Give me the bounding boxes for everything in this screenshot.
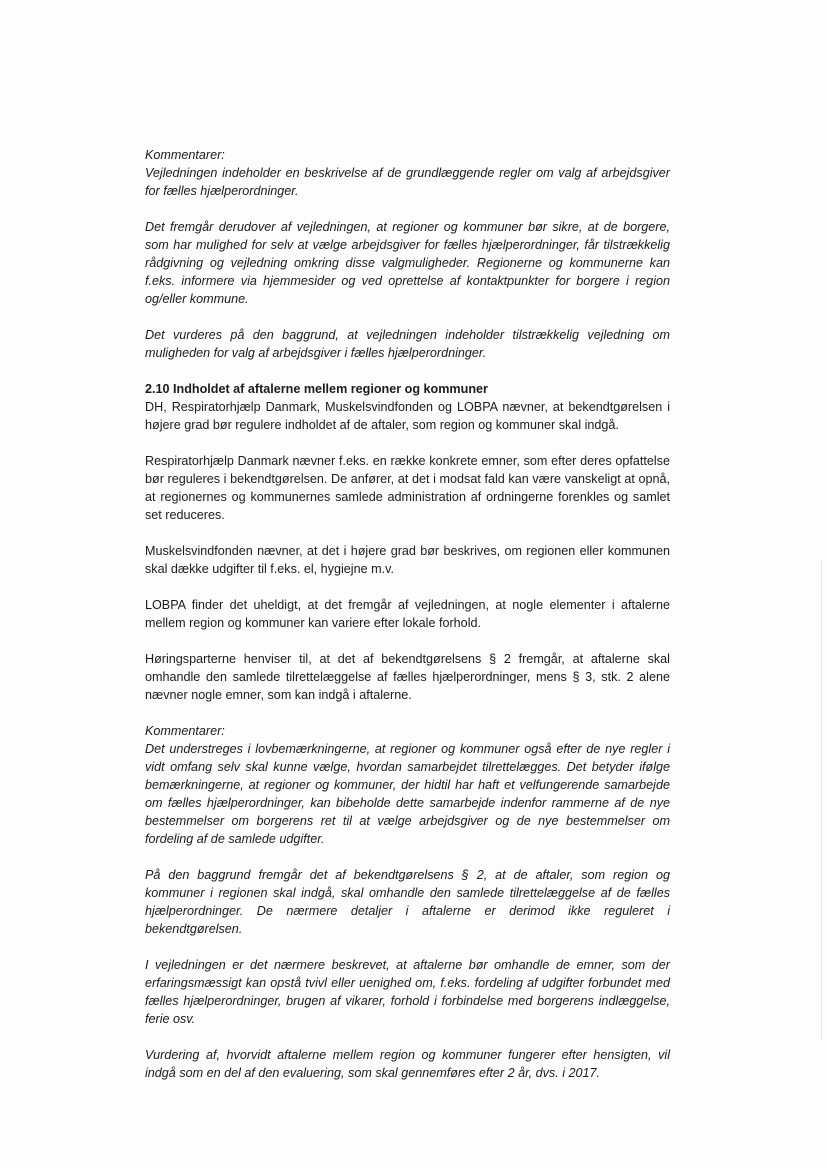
paragraph-gap: [145, 524, 670, 542]
paragraph-gap: [145, 938, 670, 956]
comment-paragraph: Det understreges i lovbemærkningerne, at regioner og kommuner også efter de nye regler i vidt omfang selv skal kunne vælge, hvordan samarbejdet tilrettelægges. Det betyder ifølge bemærkningerne, at regioner og kommuner, der hidtil har haft et velfungerende samarbejde om fælles hjælperordninger, kan bibeholde dette samarbejde indenfor rammerne af de nye bestemmelser om borgerens ret til at vælge arbejdsgiver og de nye bestemmelser om fordeling af de samlede udgifter.: [145, 742, 670, 846]
paragraph-gap: [145, 362, 670, 380]
paragraph-gap: [145, 200, 670, 218]
comment-label: Kommentarer:: [145, 148, 225, 162]
paragraph-gap: [145, 632, 670, 650]
comment-paragraph: Det fremgår derudover af vejledningen, at regioner og kommuner bør sikre, at de borgere, som har mulighed for selv at vælge arbejdsgiver for fælles hjælperordninger, får tilstrækkelig rådgivning og vejledning omkring disse valgmuligheder. Regionerne og kommunerne kan f.eks. informere via hjemmesider og ved oprettelse af kontaktpunkter for borgere i region og/eller kommune.: [145, 220, 670, 306]
document-body: [145, 146, 670, 1082]
comment-paragraph: På den baggrund fremgår det af bekendtgørelsens § 2, at de aftaler, som region og kommuner i regionen skal indgå, skal omhandle den samlede tilrettelæggelse af de fælles hjælperordninger. De nærmere detaljer i aftalerne er derimod ikke reguleret i bekendtgørelsen.: [145, 868, 670, 936]
paragraph-gap: [145, 308, 670, 326]
body-paragraph: Høringsparterne henviser til, at det af bekendtgørelsens § 2 fremgår, at aftalerne skal omhandle den samlede tilrettelæggelse af fælles hjælperordninger, mens § 3, stk. 2 alene nævner nogle emner, som kan indgå i aftalerne.: [145, 652, 670, 702]
body-paragraph: LOBPA finder det uheldigt, at det fremgår af vejledningen, at nogle elementer i aftalerne mellem region og kommuner kan variere efter lokale forhold.: [145, 598, 670, 630]
body-paragraph: DH, Respiratorhjælp Danmark, Muskelsvindfonden og LOBPA nævner, at bekendtgørelsen i højere grad bør regulere indholdet af de aftaler, som region og kommuner skal indgå.: [145, 400, 670, 432]
paragraph-gap: [145, 704, 670, 722]
paragraph-gap: [145, 1028, 670, 1046]
scan-edge-shadow: [821, 560, 822, 1040]
comment-paragraph: I vejledningen er det nærmere beskrevet, at aftalerne bør omhandle de emner, som der erfaringsmæssigt kan opstå tvivl eller uenighed om, f.eks. fordeling af udgifter forbundet med fælles hjælperordninger, brugen af vikarer, forhold i forbindelse med borgerens indlæggelse, ferie osv.: [145, 958, 670, 1026]
paragraph-gap: [145, 434, 670, 452]
comment-label: Kommentarer:: [145, 724, 225, 738]
comment-paragraph: Vejledningen indeholder en beskrivelse af de grundlæggende regler om valg af arbejdsgiver for fælles hjælperordninger.: [145, 166, 670, 198]
section-heading: 2.10 Indholdet af aftalerne mellem regioner og kommuner: [145, 382, 488, 396]
body-paragraph: Respiratorhjælp Danmark nævner f.eks. en række konkrete emner, som efter deres opfattelse bør reguleres i bekendtgørelsen. De anfører, at det i modsat fald kan være vanskeligt at opnå, at regionernes og kommunernes samlede administration af ordningerne forenkles og samlet set reduceres.: [145, 454, 670, 522]
body-paragraph: Muskelsvindfonden nævner, at det i højere grad bør beskrives, om regionen eller kommunen skal dække udgifter til f.eks. el, hygiejne m.v.: [145, 544, 670, 576]
comment-paragraph: Det vurderes på den baggrund, at vejledningen indeholder tilstrækkelig vejledning om muligheden for valg af arbejdsgiver i fælles hjælperordninger.: [145, 328, 670, 360]
paragraph-gap: [145, 578, 670, 596]
comment-paragraph: Vurdering af, hvorvidt aftalerne mellem region og kommuner fungerer efter hensigten, vil indgå som en del af den evaluering, som skal gennemføres efter 2 år, dvs. i 2017.: [145, 1048, 670, 1080]
paragraph-gap: [145, 848, 670, 866]
